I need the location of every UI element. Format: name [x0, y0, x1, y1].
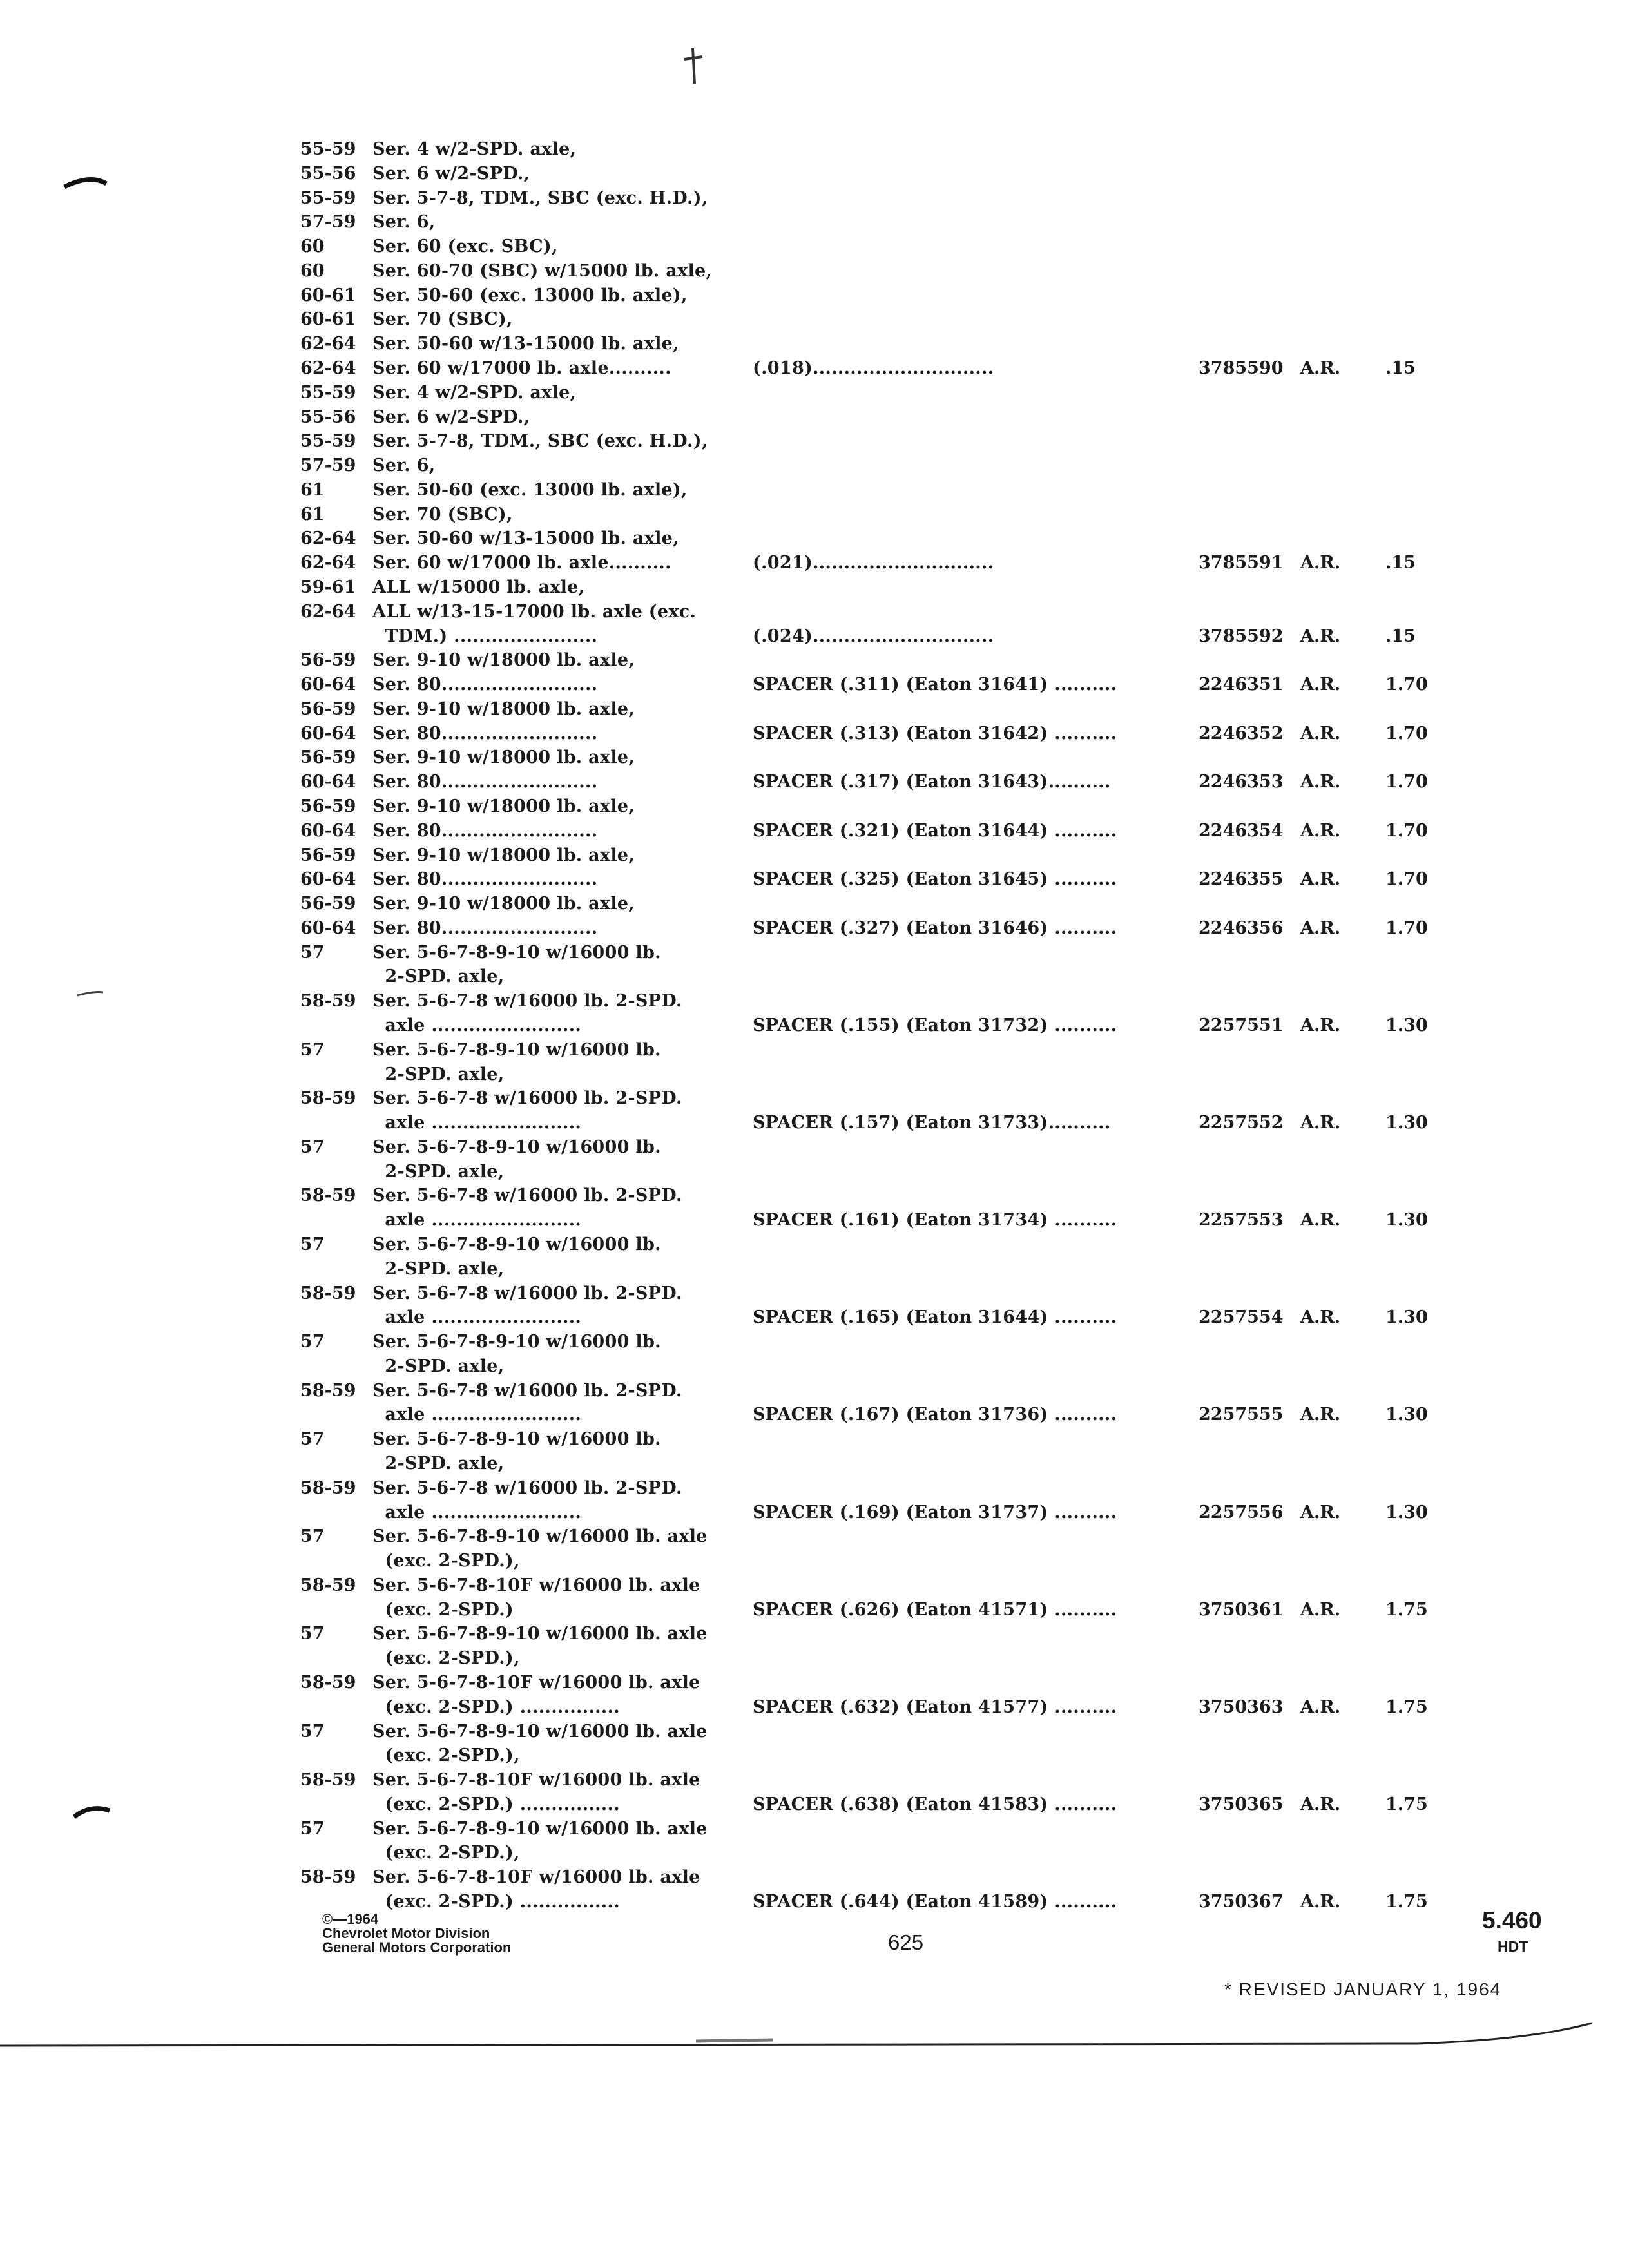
year-range: 58-59 — [300, 1088, 356, 1108]
price: 1.75 — [1385, 1697, 1428, 1717]
application-description: Ser. 6, — [372, 456, 436, 476]
year-range: 55-59 — [300, 139, 356, 159]
application-description: Ser. 5-6-7-8 w/16000 lb. 2-SPD. — [372, 1478, 682, 1498]
catalog-line — [0, 1599, 1629, 1621]
year-range: 60 — [300, 261, 325, 281]
catalog-line — [0, 1745, 1629, 1767]
part-description: (.018)............................. — [753, 358, 994, 378]
quantity: A.R. — [1300, 358, 1341, 378]
part-number: 2257551 — [1199, 1015, 1284, 1035]
year-range: 57 — [300, 1624, 325, 1644]
application-description: Ser. 5-6-7-8-9-10 w/16000 lb. — [372, 1332, 661, 1352]
part-description: SPACER (.311) (Eaton 31641) .......... — [753, 675, 1117, 695]
year-range: 62-64 — [300, 553, 356, 573]
catalog-line — [0, 1015, 1629, 1037]
part-number: 2246354 — [1199, 821, 1284, 841]
year-range: 57 — [300, 1040, 325, 1060]
application-description: Ser. 5-6-7-8 w/16000 lb. 2-SPD. — [372, 1186, 682, 1206]
year-range: 58-59 — [300, 1770, 356, 1790]
application-description: axle ........................ — [372, 1307, 582, 1327]
division: Chevrolet Motor Division — [322, 1925, 490, 1941]
part-number: 3785592 — [1199, 626, 1284, 646]
application-description: Ser. 6 w/2-SPD., — [372, 164, 530, 184]
copyright: ©—1964 — [322, 1911, 379, 1927]
catalog-line — [0, 163, 1629, 185]
catalog-line — [0, 1234, 1629, 1256]
catalog-line — [0, 1161, 1629, 1183]
part-number: 3785591 — [1199, 553, 1284, 573]
application-description: Ser. 80......................... — [372, 675, 598, 695]
application-description: Ser. 9-10 w/18000 lb. axle, — [372, 796, 635, 816]
catalog-line — [0, 845, 1629, 867]
footer-publisher — [322, 1912, 511, 1955]
part-description: SPACER (.165) (Eaton 31644) .......... — [753, 1307, 1117, 1327]
catalog-line — [0, 747, 1629, 769]
catalog-line — [0, 1891, 1629, 1913]
year-range: 62-64 — [300, 528, 356, 548]
application-description: 2-SPD. axle, — [372, 1162, 505, 1182]
year-range: 55-59 — [300, 188, 356, 208]
catalog-line — [0, 1209, 1629, 1231]
catalog-line — [0, 1769, 1629, 1791]
application-description: Ser. 50-60 (exc. 13000 lb. axle), — [372, 285, 688, 305]
catalog-line — [0, 1721, 1629, 1743]
application-description: Ser. 9-10 w/18000 lb. axle, — [372, 650, 635, 670]
catalog-line — [0, 918, 1629, 939]
year-range: 58-59 — [300, 1381, 356, 1401]
application-description: Ser. 5-6-7-8-9-10 w/16000 lb. — [372, 943, 661, 963]
part-number: 2257553 — [1199, 1210, 1284, 1230]
quantity: A.R. — [1300, 772, 1341, 792]
year-range: 56-59 — [300, 699, 356, 719]
application-description: 2-SPD. axle, — [372, 1454, 505, 1474]
catalog-line — [0, 990, 1629, 1012]
quantity: A.R. — [1300, 675, 1341, 695]
part-description: SPACER (.321) (Eaton 31644) .......... — [753, 821, 1117, 841]
part-number: 3750367 — [1199, 1892, 1284, 1912]
year-range: 60-64 — [300, 821, 356, 841]
part-description: SPACER (.632) (Eaton 41577) .......... — [753, 1697, 1117, 1717]
catalog-line — [0, 285, 1629, 307]
application-description: Ser. 5-6-7-8-9-10 w/16000 lb. axle — [372, 1722, 708, 1742]
price: 1.75 — [1385, 1600, 1428, 1620]
application-description: ALL w/15000 lb. axle, — [372, 577, 585, 597]
catalog-line — [0, 1550, 1629, 1572]
catalog-line — [0, 796, 1629, 818]
catalog-line — [0, 1453, 1629, 1475]
year-range: 57 — [300, 1332, 325, 1352]
quantity: A.R. — [1300, 1405, 1341, 1425]
application-description: Ser. 5-6-7-8 w/16000 lb. 2-SPD. — [372, 1283, 682, 1303]
catalog-line — [0, 1404, 1629, 1426]
catalog-line — [0, 1842, 1629, 1864]
part-number: 2257555 — [1199, 1405, 1284, 1425]
quantity: A.R. — [1300, 626, 1341, 646]
catalog-line — [0, 1623, 1629, 1645]
catalog-line — [0, 1137, 1629, 1158]
catalog-line — [0, 771, 1629, 793]
year-range: 57-59 — [300, 456, 356, 476]
part-description: SPACER (.626) (Eaton 41571) .......... — [753, 1600, 1117, 1620]
year-range: 62-64 — [300, 358, 356, 378]
catalog-line — [0, 601, 1629, 623]
application-description: Ser. 60 w/17000 lb. axle.......... — [372, 358, 671, 378]
price: 1.70 — [1385, 724, 1428, 744]
application-description: Ser. 60 w/17000 lb. axle.......... — [372, 553, 671, 573]
application-description: Ser. 70 (SBC), — [372, 309, 513, 329]
quantity: A.R. — [1300, 724, 1341, 744]
application-description: Ser. 6, — [372, 212, 436, 232]
catalog-line — [0, 1818, 1629, 1840]
catalog-line — [0, 1380, 1629, 1402]
catalog-line — [0, 869, 1629, 890]
price: 1.30 — [1385, 1210, 1428, 1230]
application-description: Ser. 50-60 w/13-15000 lb. axle, — [372, 528, 679, 548]
application-description: Ser. 60-70 (SBC) w/15000 lb. axle, — [372, 261, 713, 281]
year-range: 60-64 — [300, 675, 356, 695]
part-number: 2246356 — [1199, 918, 1284, 938]
part-description: SPACER (.317) (Eaton 31643).......... — [753, 772, 1111, 792]
price: 1.70 — [1385, 675, 1428, 695]
application-description: (exc. 2-SPD.) — [372, 1600, 514, 1620]
catalog-line — [0, 723, 1629, 745]
year-range: 58-59 — [300, 991, 356, 1011]
application-description: Ser. 5-6-7-8-9-10 w/16000 lb. — [372, 1235, 661, 1254]
catalog-line — [0, 1428, 1629, 1450]
catalog-line — [0, 1331, 1629, 1353]
quantity: A.R. — [1300, 1794, 1341, 1814]
catalog-line — [0, 1575, 1629, 1597]
year-range: 55-56 — [300, 164, 356, 184]
year-range: 60 — [300, 236, 325, 256]
part-description: SPACER (.169) (Eaton 31737) .......... — [753, 1503, 1117, 1523]
part-description: (.024)............................. — [753, 626, 994, 646]
year-range: 60-61 — [300, 309, 356, 329]
year-range: 58-59 — [300, 1575, 356, 1595]
year-range: 57 — [300, 1137, 325, 1157]
application-description: TDM.) ....................... — [372, 626, 598, 646]
catalog-line — [0, 820, 1629, 842]
year-range: 62-64 — [300, 334, 356, 354]
part-description: (.021)............................. — [753, 553, 994, 573]
price: .15 — [1385, 553, 1416, 573]
application-description: Ser. 60 (exc. SBC), — [372, 236, 558, 256]
application-description: Ser. 80......................... — [372, 869, 598, 889]
application-description: Ser. 5-6-7-8 w/16000 lb. 2-SPD. — [372, 1381, 682, 1401]
price: 1.30 — [1385, 1405, 1428, 1425]
catalog-line — [0, 1307, 1629, 1329]
catalog-line — [0, 1258, 1629, 1280]
part-number: 2257554 — [1199, 1307, 1284, 1327]
application-description: axle ........................ — [372, 1405, 582, 1425]
catalog-line — [0, 187, 1629, 209]
catalog-line — [0, 455, 1629, 477]
year-range: 55-59 — [300, 431, 356, 451]
application-description: axle ........................ — [372, 1210, 582, 1230]
price: 1.70 — [1385, 821, 1428, 841]
catalog-line — [0, 1356, 1629, 1378]
catalog-line — [0, 407, 1629, 428]
price: 1.70 — [1385, 869, 1428, 889]
year-range: 55-59 — [300, 383, 356, 403]
part-number: 3750363 — [1199, 1697, 1284, 1717]
price: .15 — [1385, 358, 1416, 378]
section-number: 5.460 — [1482, 1907, 1542, 1934]
price: 1.70 — [1385, 772, 1428, 792]
application-description: Ser. 5-6-7-8-10F w/16000 lb. axle — [372, 1673, 700, 1693]
catalog-line — [0, 333, 1629, 355]
part-description: SPACER (.313) (Eaton 31642) .......... — [753, 724, 1117, 744]
quantity: A.R. — [1300, 1015, 1341, 1035]
catalog-line — [0, 1064, 1629, 1086]
part-number: 2246355 — [1199, 869, 1284, 889]
year-range: 58-59 — [300, 1478, 356, 1498]
catalog-line — [0, 552, 1629, 574]
application-description: 2-SPD. axle, — [372, 1356, 505, 1376]
application-description: (exc. 2-SPD.), — [372, 1843, 520, 1863]
catalog-line — [0, 211, 1629, 233]
application-description: Ser. 5-6-7-8-9-10 w/16000 lb. axle — [372, 1526, 708, 1546]
year-range: 60-64 — [300, 772, 356, 792]
catalog-line — [0, 139, 1629, 160]
page-number: 625 — [888, 1930, 924, 1954]
year-range: 60-61 — [300, 285, 356, 305]
catalog-line — [0, 1648, 1629, 1669]
catalog-line — [0, 1696, 1629, 1718]
quantity: A.R. — [1300, 1600, 1341, 1620]
year-range: 56-59 — [300, 747, 356, 767]
application-description: Ser. 5-6-7-8 w/16000 lb. 2-SPD. — [372, 991, 682, 1011]
application-description: Ser. 80......................... — [372, 772, 598, 792]
price: 1.75 — [1385, 1892, 1428, 1912]
quantity: A.R. — [1300, 821, 1341, 841]
application-description: Ser. 6 w/2-SPD., — [372, 407, 530, 427]
price: .15 — [1385, 626, 1416, 646]
application-description: Ser. 80......................... — [372, 821, 598, 841]
application-description: Ser. 5-6-7-8-9-10 w/16000 lb. — [372, 1137, 661, 1157]
catalog-line — [0, 382, 1629, 404]
catalog-line — [0, 309, 1629, 331]
year-range: 60-64 — [300, 918, 356, 938]
catalog-line — [0, 1283, 1629, 1305]
catalog-line — [0, 577, 1629, 599]
catalog-line — [0, 1526, 1629, 1548]
application-description: (exc. 2-SPD.), — [372, 1745, 520, 1765]
catalog-line — [0, 260, 1629, 282]
part-description: SPACER (.644) (Eaton 41589) .......... — [753, 1892, 1117, 1912]
catalog-line — [0, 430, 1629, 452]
application-description: (exc. 2-SPD.), — [372, 1551, 520, 1571]
year-range: 62-64 — [300, 602, 356, 622]
catalog-line — [0, 528, 1629, 550]
year-range: 56-59 — [300, 650, 356, 670]
year-range: 56-59 — [300, 894, 356, 914]
application-description: (exc. 2-SPD.), — [372, 1648, 520, 1668]
part-description: SPACER (.638) (Eaton 41583) .......... — [753, 1794, 1117, 1814]
year-range: 55-56 — [300, 407, 356, 427]
quantity: A.R. — [1300, 1113, 1341, 1133]
quantity: A.R. — [1300, 1503, 1341, 1523]
part-number: 2257556 — [1199, 1503, 1284, 1523]
catalog-line — [0, 966, 1629, 988]
year-range: 57 — [300, 943, 325, 963]
part-description: SPACER (.157) (Eaton 31733).......... — [753, 1113, 1111, 1133]
section-code: HDT — [1498, 1938, 1528, 1955]
application-description: Ser. 5-6-7-8-10F w/16000 lb. axle — [372, 1770, 700, 1790]
application-description: (exc. 2-SPD.) ................ — [372, 1892, 620, 1912]
application-description: Ser. 70 (SBC), — [372, 505, 513, 524]
smudge-mark — [696, 2040, 773, 2041]
year-range: 58-59 — [300, 1867, 356, 1887]
catalog-line — [0, 1502, 1629, 1524]
application-description: Ser. 50-60 (exc. 13000 lb. axle), — [372, 480, 688, 500]
application-description: (exc. 2-SPD.) ................ — [372, 1794, 620, 1814]
year-range: 58-59 — [300, 1186, 356, 1206]
corporation: General Motors Corporation — [322, 1939, 512, 1956]
catalog-line — [0, 504, 1629, 526]
catalog-line — [0, 1794, 1629, 1816]
catalog-line — [0, 1185, 1629, 1207]
catalog-line — [0, 1477, 1629, 1499]
catalog-line — [0, 1112, 1629, 1134]
quantity: A.R. — [1300, 918, 1341, 938]
year-range: 58-59 — [300, 1673, 356, 1693]
application-description: Ser. 5-7-8, TDM., SBC (exc. H.D.), — [372, 188, 708, 208]
year-range: 60-64 — [300, 724, 356, 744]
application-description: ALL w/13-15-17000 lb. axle (exc. — [372, 602, 697, 622]
year-range: 59-61 — [300, 577, 356, 597]
application-description: (exc. 2-SPD.) ................ — [372, 1697, 620, 1717]
application-description: Ser. 80......................... — [372, 918, 598, 938]
application-description: Ser. 9-10 w/18000 lb. axle, — [372, 894, 635, 914]
year-range: 57 — [300, 1819, 325, 1839]
page-edge-line — [0, 2023, 1592, 2046]
revised-date: * REVISED JANUARY 1, 1964 — [1224, 1979, 1502, 1999]
year-range: 61 — [300, 480, 325, 500]
part-number: 3785590 — [1199, 358, 1284, 378]
application-description: axle ........................ — [372, 1015, 582, 1035]
application-description: Ser. 5-6-7-8-9-10 w/16000 lb. axle — [372, 1624, 708, 1644]
catalog-line — [0, 893, 1629, 915]
application-description: Ser. 9-10 w/18000 lb. axle, — [372, 845, 635, 865]
year-range: 57 — [300, 1235, 325, 1254]
staple-mark — [684, 48, 702, 84]
application-description: Ser. 5-6-7-8 w/16000 lb. 2-SPD. — [372, 1088, 682, 1108]
price: 1.75 — [1385, 1794, 1428, 1814]
price: 1.70 — [1385, 918, 1428, 938]
catalog-line — [0, 674, 1629, 696]
part-number: 3750365 — [1199, 1794, 1284, 1814]
application-description: Ser. 5-6-7-8-9-10 w/16000 lb. — [372, 1040, 661, 1060]
part-description: SPACER (.161) (Eaton 31734) .......... — [753, 1210, 1117, 1230]
application-description: 2-SPD. axle, — [372, 1064, 505, 1084]
catalog-line — [0, 1672, 1629, 1694]
catalog-line — [0, 1039, 1629, 1061]
quantity: A.R. — [1300, 1210, 1341, 1230]
application-description: axle ........................ — [372, 1113, 582, 1133]
part-number: 2246351 — [1199, 675, 1284, 695]
year-range: 56-59 — [300, 796, 356, 816]
application-description: Ser. 5-7-8, TDM., SBC (exc. H.D.), — [372, 431, 708, 451]
application-description: Ser. 5-6-7-8-9-10 w/16000 lb. — [372, 1429, 661, 1449]
part-number: 2246352 — [1199, 724, 1284, 744]
application-description: Ser. 5-6-7-8-10F w/16000 lb. axle — [372, 1867, 700, 1887]
application-description: Ser. 50-60 w/13-15000 lb. axle, — [372, 334, 679, 354]
catalog-line — [0, 1867, 1629, 1888]
application-description: 2-SPD. axle, — [372, 966, 505, 986]
year-range: 61 — [300, 505, 325, 524]
price: 1.30 — [1385, 1307, 1428, 1327]
catalog-line — [0, 649, 1629, 671]
part-number: 3750361 — [1199, 1600, 1284, 1620]
application-description: 2-SPD. axle, — [372, 1259, 505, 1279]
quantity: A.R. — [1300, 1697, 1341, 1717]
application-description: Ser. 4 w/2-SPD. axle, — [372, 383, 577, 403]
year-range: 57-59 — [300, 212, 356, 232]
catalog-line — [0, 626, 1629, 648]
application-description: Ser. 5-6-7-8-10F w/16000 lb. axle — [372, 1575, 700, 1595]
catalog-line — [0, 942, 1629, 964]
part-description: SPACER (.327) (Eaton 31646) .......... — [753, 918, 1117, 938]
application-description: axle ........................ — [372, 1503, 582, 1523]
application-description: Ser. 80......................... — [372, 724, 598, 744]
part-description: SPACER (.167) (Eaton 31736) .......... — [753, 1405, 1117, 1425]
price: 1.30 — [1385, 1015, 1428, 1035]
year-range: 57 — [300, 1722, 325, 1742]
part-description: SPACER (.155) (Eaton 31732) .......... — [753, 1015, 1117, 1035]
year-range: 58-59 — [300, 1283, 356, 1303]
application-description: Ser. 9-10 w/18000 lb. axle, — [372, 699, 635, 719]
part-description: SPACER (.325) (Eaton 31645) .......... — [753, 869, 1117, 889]
year-range: 60-64 — [300, 869, 356, 889]
quantity: A.R. — [1300, 869, 1341, 889]
part-number: 2246353 — [1199, 772, 1284, 792]
part-number: 2257552 — [1199, 1113, 1284, 1133]
catalog-line — [0, 236, 1629, 258]
catalog-line — [0, 358, 1629, 380]
price: 1.30 — [1385, 1503, 1428, 1523]
catalog-line — [0, 1088, 1629, 1110]
price: 1.30 — [1385, 1113, 1428, 1133]
application-description: Ser. 5-6-7-8-9-10 w/16000 lb. axle — [372, 1819, 708, 1839]
year-range: 56-59 — [300, 845, 356, 865]
catalog-line — [0, 479, 1629, 501]
quantity: A.R. — [1300, 1307, 1341, 1327]
year-range: 57 — [300, 1429, 325, 1449]
application-description: Ser. 4 w/2-SPD. axle, — [372, 139, 577, 159]
quantity: A.R. — [1300, 553, 1341, 573]
year-range: 57 — [300, 1526, 325, 1546]
quantity: A.R. — [1300, 1892, 1341, 1912]
application-description: Ser. 9-10 w/18000 lb. axle, — [372, 747, 635, 767]
catalog-line — [0, 698, 1629, 720]
